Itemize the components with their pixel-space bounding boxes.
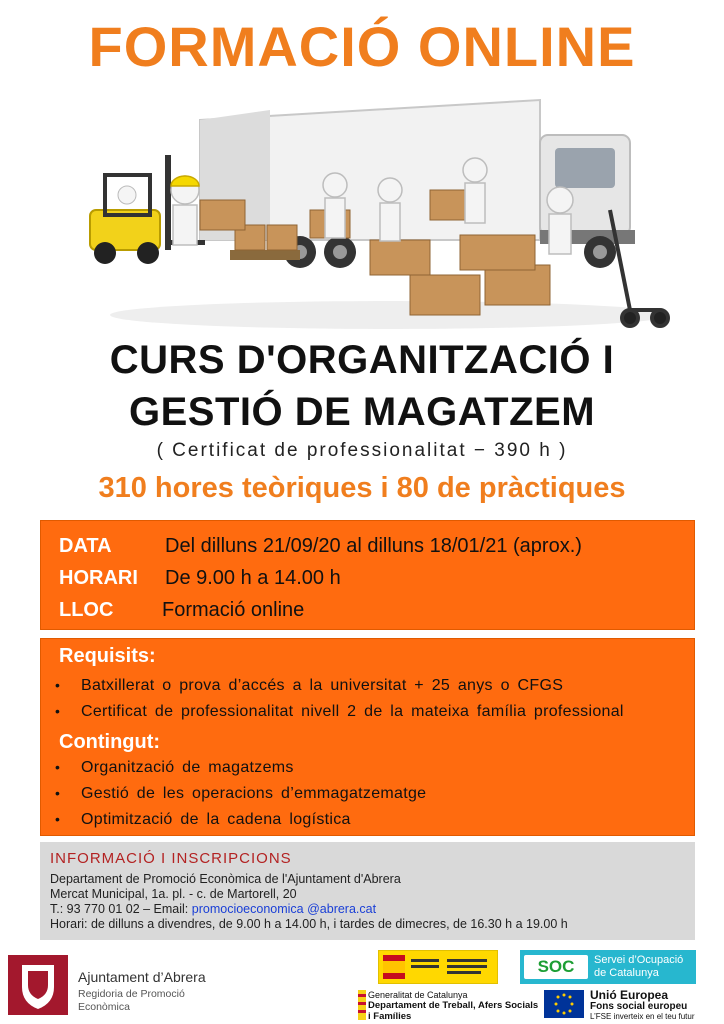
list-item: • Certificat de professionalitat nivell 2 de la mateixa família professional	[55, 703, 624, 720]
contact-phone: T.: 93 770 01 02 – Email:	[50, 902, 192, 916]
hours-summary: 310 hores teòriques i 80 de pràctiques	[98, 472, 626, 504]
certificate-note: ( Certificat de professionalitat − 390 h )	[156, 440, 568, 461]
contact-address: Mercat Municipal, 1a. pl. - c. de Martorell, 20	[50, 887, 297, 901]
place-label: LLOC	[59, 599, 114, 621]
date-label: DATA	[59, 535, 112, 557]
requirements-content-box	[40, 638, 695, 836]
contact-hours: Horari: de dilluns a divendres, de 9.00 h a 14.00 h, i tardes de dimecres, de 16.30 h a 19.00 h	[50, 917, 568, 931]
senyera-icon	[358, 990, 366, 1020]
abrera-shield-icon	[8, 955, 68, 1015]
requirements-heading: Requisits:	[59, 645, 156, 667]
bullet-icon: •	[55, 785, 61, 801]
generalitat-logo	[358, 990, 548, 1022]
course-title-line1: CURS D'ORGANITZACIÓ I	[109, 338, 615, 382]
eu-flag-icon	[544, 990, 584, 1018]
eu-logo	[544, 988, 704, 1022]
ajuntament-logo	[8, 955, 218, 1017]
list-item: • Batxillerat o prova d’accés a la universitat + 25 anys o CFGS	[55, 677, 564, 694]
contact-heading: INFORMACIÓ I INSCRIPCIONS	[50, 850, 292, 867]
course-details-box	[40, 520, 695, 630]
list-item: • Gestió de les operacions d’emmagatzematge	[55, 785, 427, 802]
schedule-value: De 9.00 h a 14.00 h	[165, 567, 341, 589]
generalitat-department-cont: i Famílies	[368, 1011, 412, 1022]
bullet-icon: •	[55, 677, 61, 693]
list-item: • Organització de magatzems	[55, 759, 294, 776]
warehouse-illustration	[70, 90, 670, 335]
content-heading: Contingut:	[59, 731, 161, 753]
place-value: Formació online	[162, 599, 305, 621]
eu-name: Unió Europea	[590, 988, 669, 1002]
contact-phone-email	[50, 902, 376, 916]
bullet-icon: •	[55, 703, 61, 719]
bullet-icon: •	[55, 759, 61, 775]
generalitat-name: Generalitat de Catalunya	[368, 990, 468, 1000]
spanish-government-logo	[378, 950, 498, 984]
government-crest-icon	[379, 951, 497, 983]
email-link[interactable]: promocioeconomica @abrera.cat	[191, 902, 377, 916]
ajuntament-name: Ajuntament d’Abrera	[78, 969, 206, 985]
soc-text: Servei d’Ocupació de Catalunya	[594, 954, 684, 979]
page-title: FORMACIÓ ONLINE	[88, 15, 636, 78]
soc-logo	[520, 950, 696, 984]
date-value: Del dilluns 21/09/20 al dilluns 18/01/21 (aprox.)	[165, 535, 582, 557]
bullet-icon: •	[55, 811, 61, 827]
eu-slogan: L’FSE inverteix en el teu futur	[590, 1012, 695, 1021]
contact-box	[40, 842, 695, 940]
course-title-line2: GESTIÓ DE MAGATZEM	[128, 390, 596, 434]
ajuntament-subtitle: Regidoria de Promoció Econòmica	[78, 988, 185, 1013]
list-item: • Optimització de la cadena logística	[55, 811, 351, 828]
schedule-label: HORARI	[59, 567, 138, 589]
eu-fund: Fons social europeu	[590, 1001, 688, 1012]
contact-department: Departament de Promoció Econòmica de l'Ajuntament d'Abrera	[50, 872, 401, 886]
generalitat-department: Departament de Treball, Afers Socials	[368, 1000, 539, 1011]
soc-badge: SOC	[524, 955, 588, 979]
